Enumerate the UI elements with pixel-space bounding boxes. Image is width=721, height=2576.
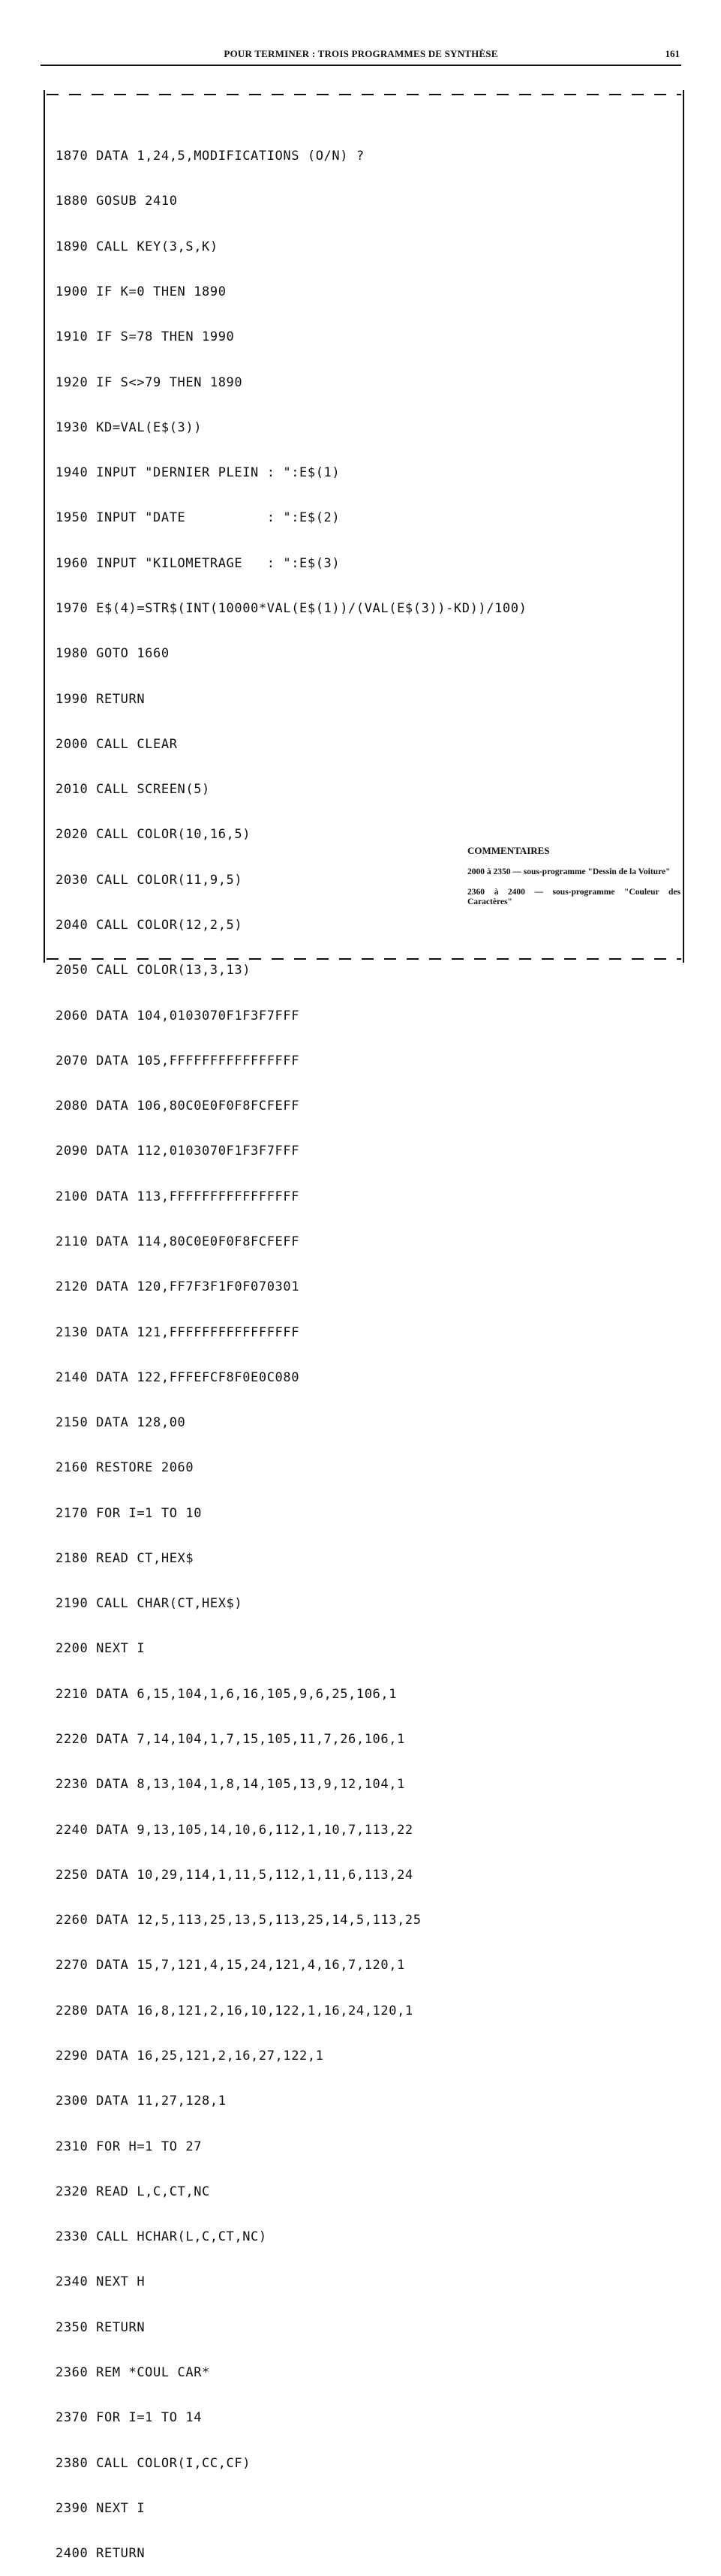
- code-line-2110: 2110 DATA 114,80C0E0F0F8FCFEFF: [56, 1234, 300, 1249]
- code-line-2280: 2280 DATA 16,8,121,2,16,10,122,1,16,24,120,1: [56, 2003, 413, 2018]
- comment-item: 2000 à 2350 — sous-programme "Dessin de la Voiture": [467, 867, 671, 876]
- code-line-2040: 2040 CALL COLOR(12,2,5): [56, 917, 243, 933]
- code-line-2020: 2020 CALL COLOR(10,16,5): [56, 827, 251, 843]
- code-line-2120: 2120 DATA 120,FF7F3F1F0F070301: [56, 1279, 300, 1295]
- code-line-2000: 2000 CALL CLEAR: [56, 736, 178, 752]
- frame-right-border: [683, 90, 684, 963]
- code-line-2270: 2270 DATA 15,7,121,4,15,24,121,4,16,7,120,1: [56, 1958, 405, 1973]
- comment-item: 2360 à 2400 — sous-programme "Couleur des Caractères": [467, 888, 680, 906]
- code-line-2360: 2360 REM *COUL CAR*: [56, 2364, 210, 2380]
- code-line-2170: 2170 FOR I=1 TO 10: [56, 1505, 203, 1521]
- code-line-2230: 2230 DATA 8,13,104,1,8,14,105,13,9,12,104,1: [56, 1777, 405, 1793]
- code-line-2330: 2330 CALL HCHAR(L,C,CT,NC): [56, 2229, 267, 2245]
- code-line-2060: 2060 DATA 104,0103070F1F3F7FFF: [56, 1008, 300, 1023]
- page-number: 161: [665, 48, 680, 59]
- code-line-1960: 1960 INPUT "KILOMETRAGE : ":E$(3): [56, 555, 341, 571]
- code-line-1920: 1920 IF S<>79 THEN 1890: [56, 374, 243, 390]
- code-line-2340: 2340 NEXT H: [56, 2274, 146, 2290]
- code-line-2240: 2240 DATA 9,13,105,14,10,6,112,1,10,7,113,22: [56, 1822, 413, 1838]
- code-line-2320: 2320 READ L,C,CT,NC: [56, 2184, 210, 2199]
- code-line-2140: 2140 DATA 122,FFFEFCF8F0E0C080: [56, 1369, 300, 1385]
- code-line-2050: 2050 CALL COLOR(13,3,13): [56, 963, 251, 978]
- code-line-2250: 2250 DATA 10,29,114,1,11,5,112,1,11,6,113,24: [56, 1867, 413, 1883]
- code-line-2150: 2150 DATA 128,00: [56, 1415, 186, 1431]
- code-line-2200: 2200 NEXT I: [56, 1641, 146, 1657]
- code-line-1890: 1890 CALL KEY(3,S,K): [56, 239, 218, 254]
- code-line-2030: 2030 CALL COLOR(11,9,5): [56, 872, 243, 888]
- frame-top-dashed-rule: [47, 94, 681, 95]
- frame-left-border: [44, 90, 45, 963]
- code-line-2100: 2100 DATA 113,FFFFFFFFFFFFFFFF: [56, 1189, 300, 1204]
- code-line-2260: 2260 DATA 12,5,113,25,13,5,113,25,14,5,113,25: [56, 1913, 422, 1928]
- code-line-2160: 2160 RESTORE 2060: [56, 1460, 194, 1476]
- code-line-2390: 2390 NEXT I: [56, 2500, 146, 2516]
- code-line-2310: 2310 FOR H=1 TO 27: [56, 2139, 203, 2154]
- comments-title: COMMENTAIRES: [467, 845, 550, 856]
- code-line-2300: 2300 DATA 11,27,128,1: [56, 2094, 227, 2109]
- code-line-2350: 2350 RETURN: [56, 2319, 146, 2335]
- code-line-2080: 2080 DATA 106,80C0E0F0F8FCFEFF: [56, 1099, 300, 1114]
- code-line-1870: 1870 DATA 1,24,5,MODIFICATIONS (O/N) ?: [56, 149, 365, 164]
- code-line-2400: 2400 RETURN: [56, 2546, 146, 2562]
- code-line-2220: 2220 DATA 7,14,104,1,7,15,105,11,7,26,106,1: [56, 1732, 405, 1748]
- code-line-1950: 1950 INPUT "DATE : ":E$(2): [56, 510, 341, 526]
- code-line-1970: 1970 E$(4)=STR$(INT(10000*VAL(E$(1))/(VAL(E$(3))-KD))/100): [56, 601, 527, 616]
- code-line-1880: 1880 GOSUB 2410: [56, 194, 178, 209]
- code-line-2290: 2290 DATA 16,25,121,2,16,27,122,1: [56, 2048, 324, 2064]
- code-line-2180: 2180 READ CT,HEX$: [56, 1550, 194, 1566]
- code-line-2190: 2190 CALL CHAR(CT,HEX$): [56, 1596, 243, 1612]
- code-line-1940: 1940 INPUT "DERNIER PLEIN : ":E$(1): [56, 465, 341, 481]
- code-line-2380: 2380 CALL COLOR(I,CC,CF): [56, 2455, 251, 2471]
- code-line-1900: 1900 IF K=0 THEN 1890: [56, 284, 227, 300]
- code-line-2210: 2210 DATA 6,15,104,1,6,16,105,9,6,25,106,1: [56, 1686, 398, 1702]
- code-line-2070: 2070 DATA 105,FFFFFFFFFFFFFFFF: [56, 1053, 300, 1069]
- page-header: [41, 47, 681, 66]
- code-line-1930: 1930 KD=VAL(E$(3)): [56, 419, 203, 435]
- code-line-2010: 2010 CALL SCREEN(5): [56, 782, 210, 798]
- code-line-1990: 1990 RETURN: [56, 691, 146, 707]
- code-line-1980: 1980 GOTO 1660: [56, 646, 170, 662]
- code-line-1910: 1910 IF S=78 THEN 1990: [56, 329, 235, 345]
- basic-listing: [56, 119, 596, 2576]
- page-title: POUR TERMINER : TROIS PROGRAMMES DE SYNTHÈSE: [224, 48, 498, 59]
- comments-panel: [467, 846, 680, 918]
- code-line-2130: 2130 DATA 121,FFFFFFFFFFFFFFFF: [56, 1324, 300, 1340]
- code-line-2370: 2370 FOR I=1 TO 14: [56, 2410, 203, 2426]
- code-line-2090: 2090 DATA 112,0103070F1F3F7FFF: [56, 1144, 300, 1159]
